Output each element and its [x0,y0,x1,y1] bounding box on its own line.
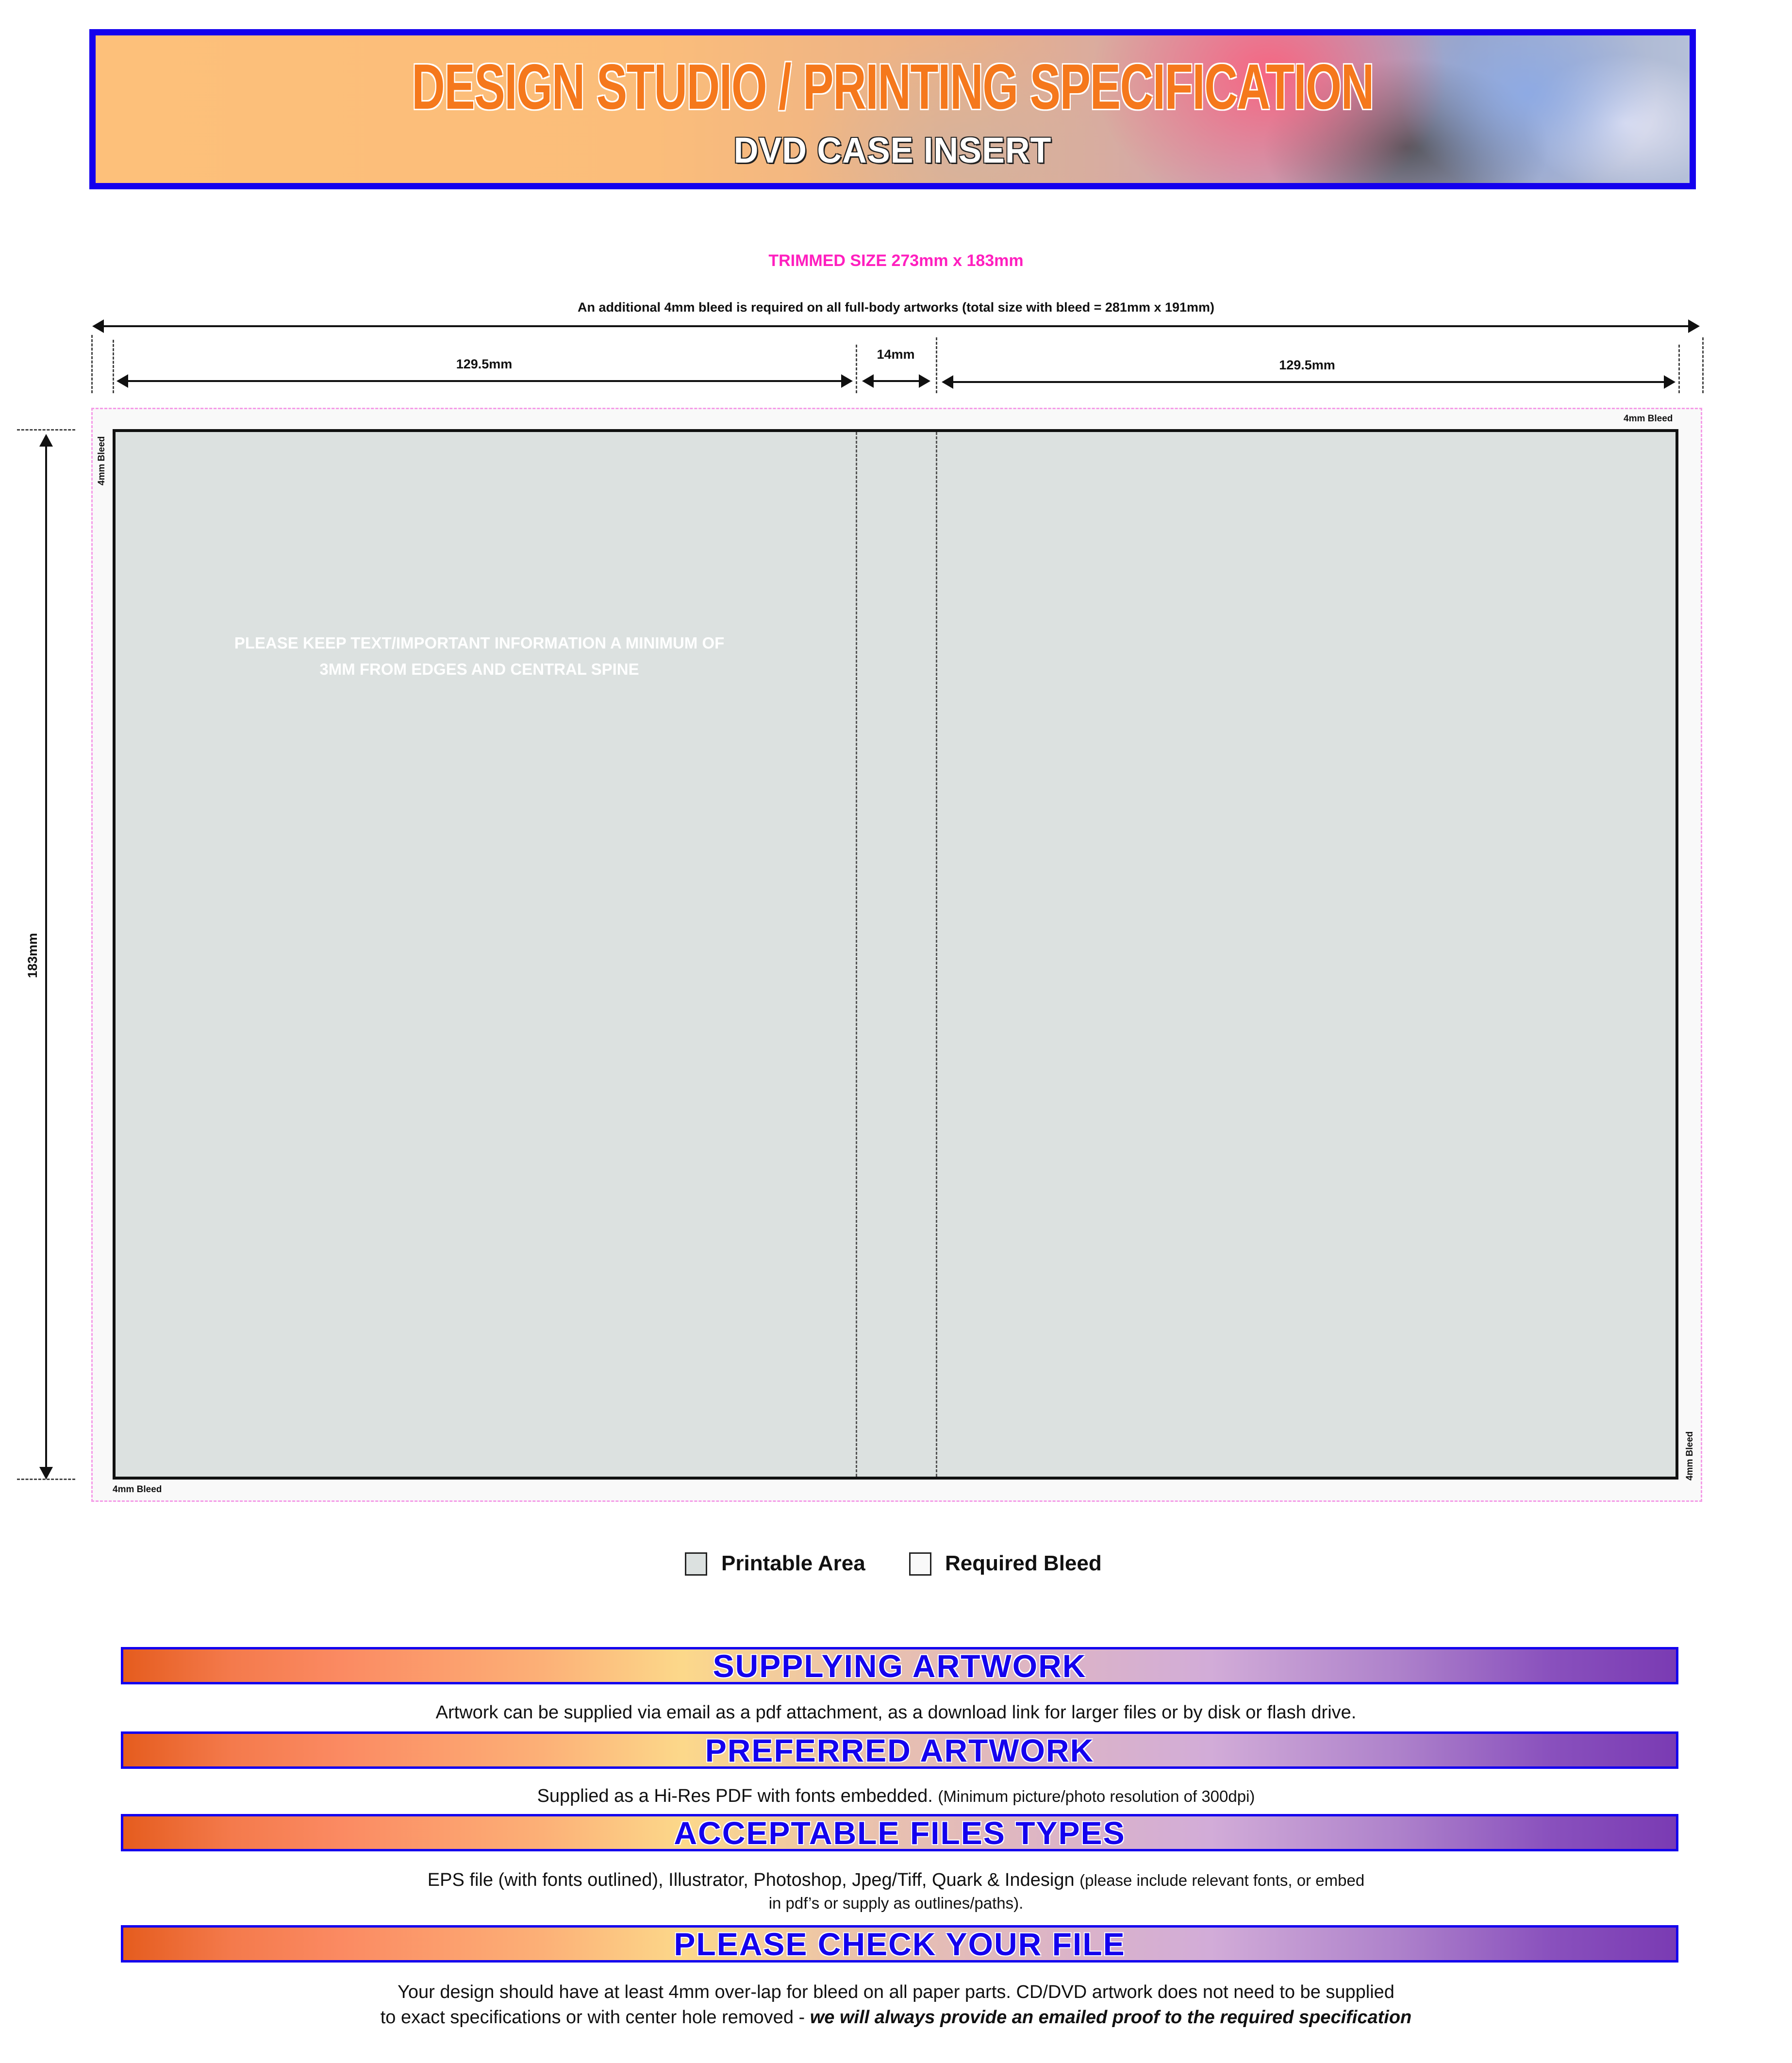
section-heading: ACCEPTABLE FILES TYPES [674,1814,1126,1851]
safe-zone-note-line-2: 3MM FROM EDGES AND CENTRAL SPINE [319,660,639,678]
right-panel-dimension-line [949,381,1665,383]
legend-label-required-bleed: Required Bleed [945,1551,1102,1575]
arrow-left-icon [942,375,953,389]
bleed-extension-line-left [91,335,93,393]
spine-fold-line-right [936,432,937,1477]
safe-zone-note-line-1: PLEASE KEEP TEXT/IMPORTANT INFORMATION A MINIMUM OF [234,634,725,652]
spine-fold-line-left [856,432,857,1477]
left-panel-dimension-line [124,380,842,382]
bleed-extension-line-right [1702,337,1704,393]
arrow-right-icon [1664,375,1676,389]
height-label: 183mm [25,932,40,978]
section-header-acceptable-file-types [121,1814,1678,1851]
trim-extension-line-right [1678,345,1680,393]
page-subtitle: DVD CASE INSERT [733,130,1052,170]
arrow-left-icon [116,374,128,388]
right-panel-width-label: 129.5mm [1279,358,1335,372]
arrow-left-icon [862,374,874,388]
section-text-acceptable-file-types: EPS file (with fonts outlined), Illustrator, Photoshop, Jpeg/Tiff, Quark & Indesign (please include relevant fonts, or embed in pdf’s or supply as outlines/paths). [427,1870,1365,1912]
bleed-label-right-bottom: 4mm Bleed [1685,1431,1695,1481]
bleed-label-top-right: 4mm Bleed [1624,414,1673,424]
section-header-preferred-artwork [121,1731,1678,1769]
legend-swatch-printable-area [685,1552,707,1576]
spine-dimension-line [869,380,922,382]
arrow-right-icon [841,374,853,388]
bleed-note: An additional 4mm bleed is required on all full-body artworks (total size with bleed = 281mm x 191mm) [577,300,1215,315]
height-dimension-line [45,442,47,1468]
bleed-label-bottom-left: 4mm Bleed [113,1484,162,1495]
printable-area [113,429,1678,1480]
section-text-please-check-your-file: Your design should have at least 4mm over-lap for bleed on all paper parts. CD/DVD artwork does not need to be supplied to exact specifications or with center hole removed - we will always provide an emailed proof to the required specification [380,1982,1412,2028]
section-header-please-check-your-file [121,1925,1678,1963]
page-title: DESIGN STUDIO / PRINTING SPECIFICATION [412,51,1374,122]
height-extension-line-top [17,429,75,431]
arrow-left-icon [92,319,104,333]
section-heading: PREFERRED ARTWORK [705,1732,1095,1768]
legend-label-printable-area: Printable Area [721,1551,865,1575]
section-text-preferred-artwork: Supplied as a Hi-Res PDF with fonts embedded. (Minimum picture/photo resolution of 300dpi) [537,1786,1255,1806]
section-header-supplying-artwork [121,1647,1678,1684]
arrow-right-icon [1688,319,1700,333]
arrow-up-icon [39,434,53,447]
total-width-dimension-line [97,325,1694,327]
left-panel-width-label: 129.5mm [456,357,513,371]
arrow-down-icon [39,1467,53,1480]
spine-width-label: 14mm [877,347,915,362]
header-banner [89,29,1696,189]
section-text-supplying-artwork: Artwork can be supplied via email as a pdf attachment, as a download link for larger files or by disk or flash drive. [435,1702,1357,1723]
arrow-right-icon [919,374,930,388]
safe-zone-note [184,630,774,682]
legend-swatch-required-bleed [909,1552,931,1576]
section-heading: SUPPLYING ARTWORK [713,1647,1087,1684]
bleed-label-left-top: 4mm Bleed [97,436,107,485]
section-heading: PLEASE CHECK YOUR FILE [674,1926,1126,1962]
trimmed-size-label: TRIMMED SIZE 273mm x 183mm [768,251,1024,270]
